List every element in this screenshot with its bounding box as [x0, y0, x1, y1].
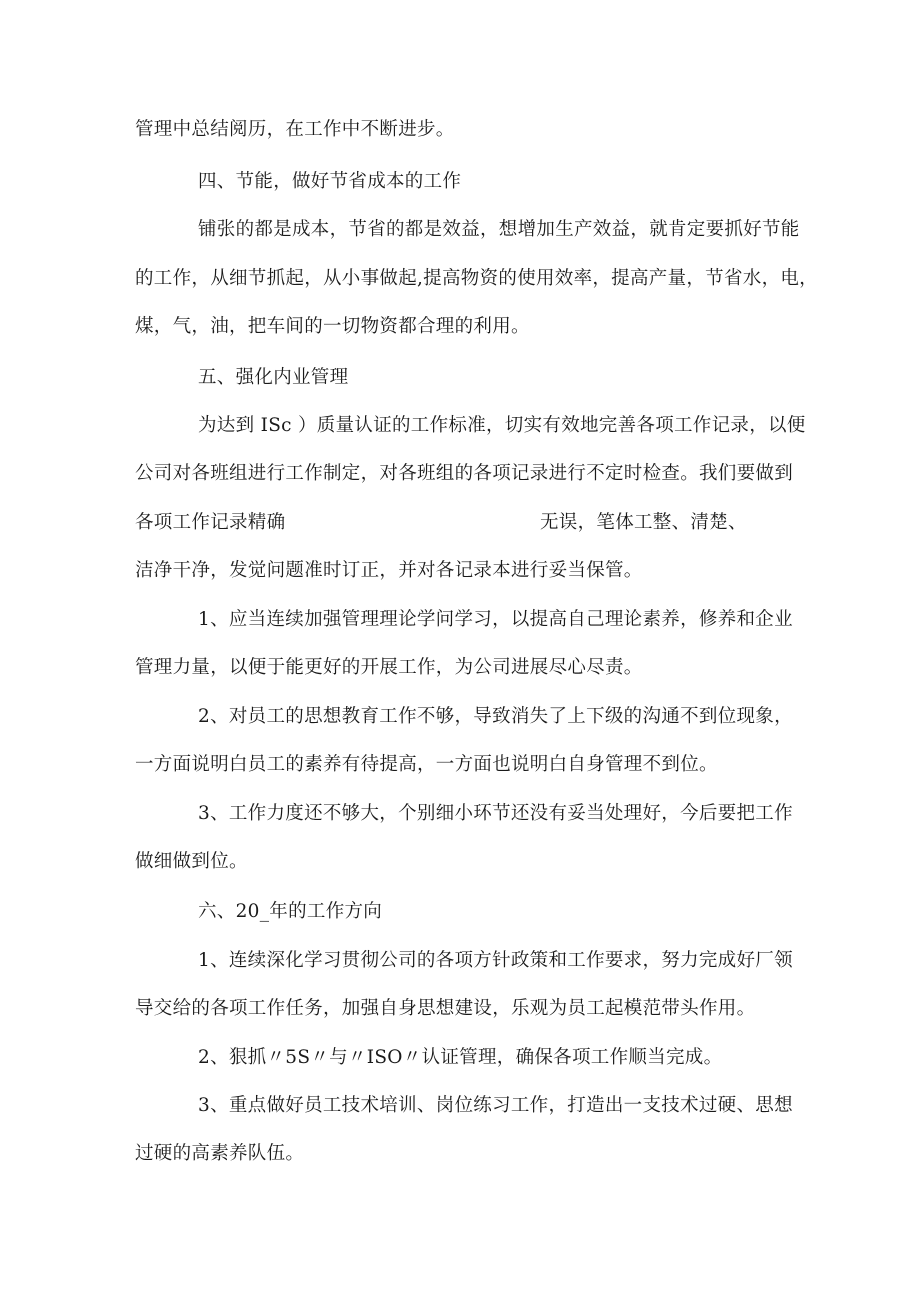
text-line: 的工作，从细节抓起，从小事做起,提高物资的使用效率，提高产量，节省水，电，	[135, 268, 818, 289]
text-line: 导交给的各项工作任务，加强自身思想建设，乐观为员工起模范带头作用。	[135, 998, 756, 1019]
text-line: 3、工作力度还不够大，个别细小环节还没有妥当处理好，今后要把工作	[198, 803, 793, 824]
text-line: 2、对员工的思想教育工作不够，导致消失了上下级的沟通不到位现象，	[198, 706, 793, 727]
text-fragment: 无误，笔体工整、清楚、	[540, 512, 747, 533]
text-line: 2、狠抓〃5S〃与〃ISO〃认证管理，确保各项工作顺当完成。	[198, 1047, 723, 1068]
text-line: 管理中总结阅历，在工作中不断进步。	[135, 119, 455, 140]
text-line: 3、重点做好员工技术培训、岗位练习工作，打造出一支技术过硬、思想	[198, 1095, 793, 1116]
text-line	[135, 511, 790, 535]
section-heading: 五、强化内业管理	[198, 367, 349, 388]
text-line: 为达到 ISc ）质量认证的工作标准，切实有效地完善各项工作记录，以便	[198, 415, 806, 436]
text-fragment: 各项工作记录精确	[135, 512, 286, 533]
text-line: 1、应当连续加强管理理论学问学习，以提高自己理论素养，修养和企业	[198, 609, 793, 630]
section-heading: 四、节能，做好节省成本的工作	[198, 171, 462, 192]
text-line: 过硬的高素养队伍。	[135, 1143, 305, 1164]
text-line: 公司对各班组进行工作制定，对各班组的各项记录进行不定时检查。我们要做到	[135, 463, 794, 484]
text-line: 管理力量，以便于能更好的开展工作，为公司进展尽心尽责。	[135, 657, 643, 678]
text-line: 1、连续深化学习贯彻公司的各项方针政策和工作要求，努力完成好厂领	[198, 950, 793, 971]
text-line: 煤，气，油，把车间的一切物资都合理的利用。	[135, 316, 530, 337]
text-line: 一方面说明白员工的素养有待提高，一方面也说明白自身管理不到位。	[135, 754, 718, 775]
section-heading: 六、20_年的工作方向	[198, 901, 383, 922]
text-line: 铺张的都是成本，节省的都是效益，想增加生产效益，就肯定要抓好节能	[198, 219, 800, 240]
text-line: 做细做到位。	[135, 851, 248, 872]
text-line: 洁净干净，发觉问题准时订正，并对各记录本进行妥当保管。	[135, 560, 643, 581]
